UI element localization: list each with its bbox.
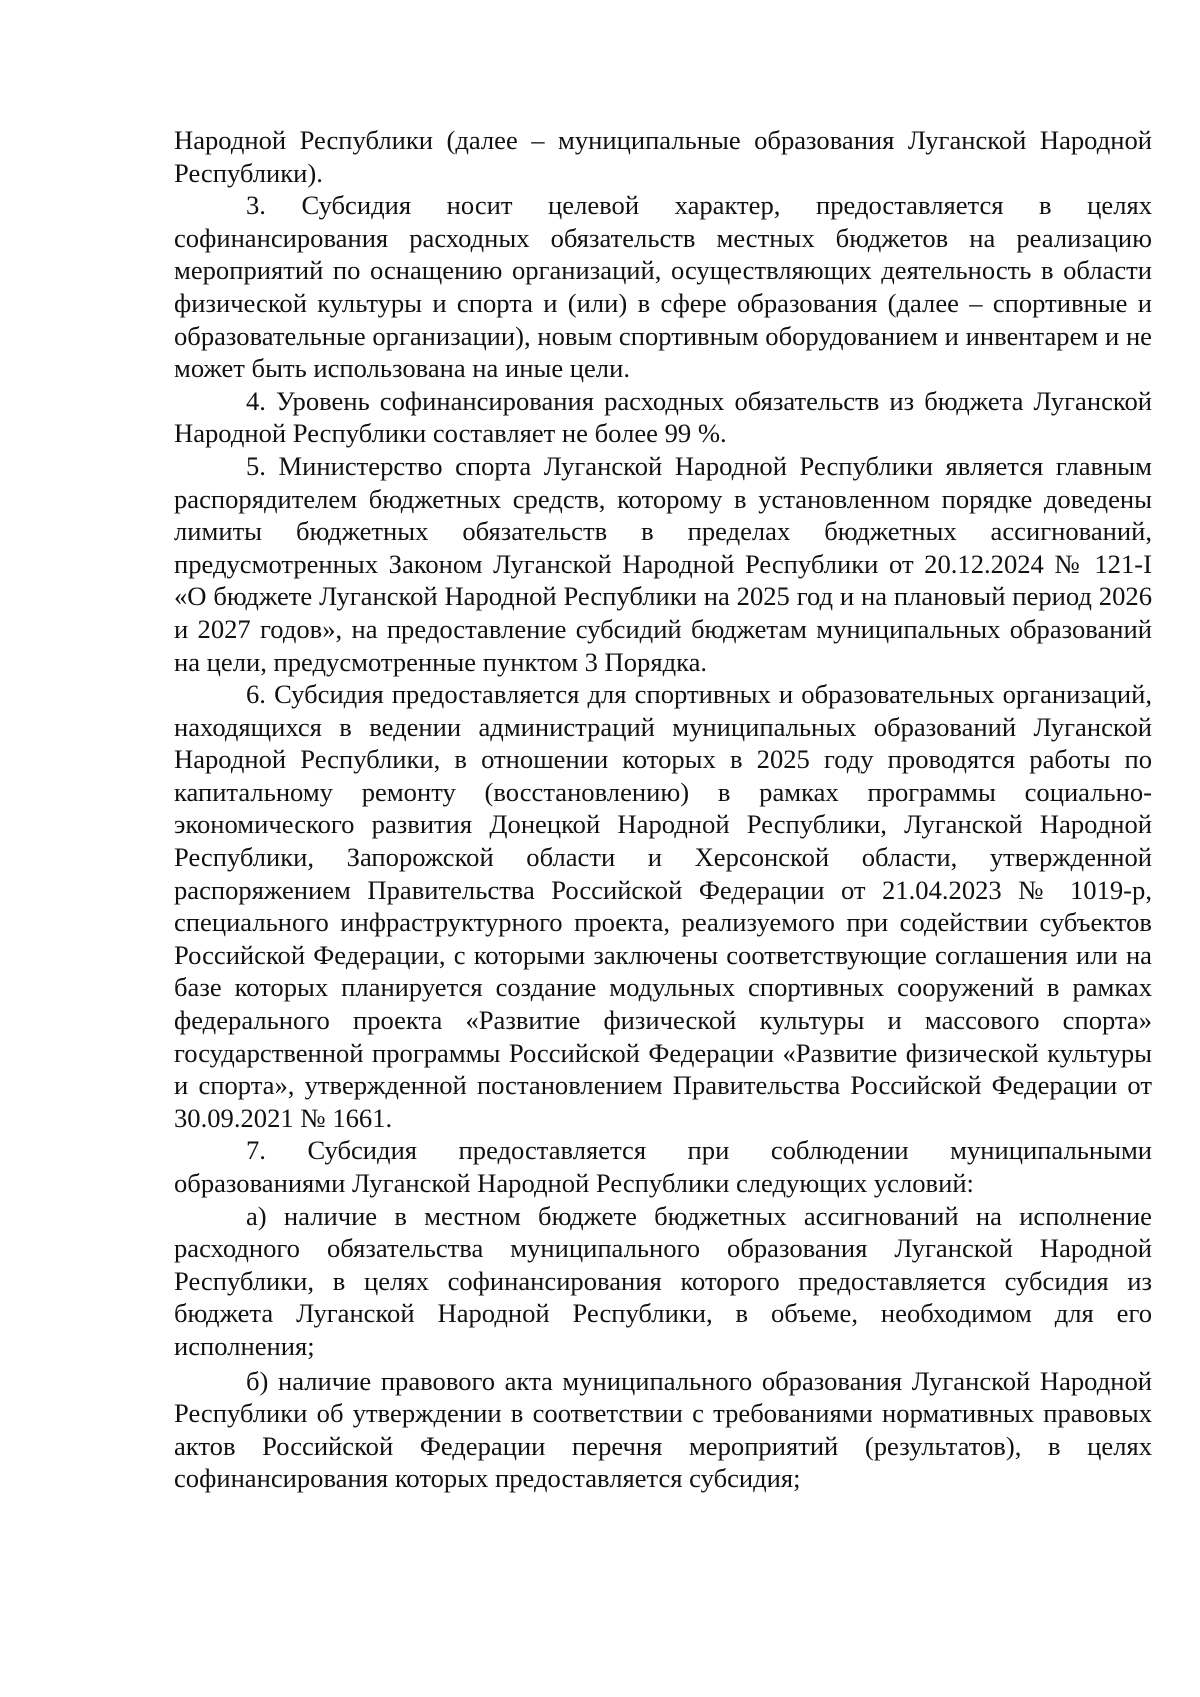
paragraph-item-5: 5. Министерство спорта Луганской Народной Республики является главным распорядителем бюджетных средств, которому в установленном порядке доведены лимиты бюджетных обязательств в пределах бюджетных ассигнований, предусмотренных Законом Луганской Народной Республики от 20.12.2024 № 121-I «О бюджете Луганской Народной Республики на 2025 год и на плановый период 2026 и 2027 годов», на предоставление субсидий бюджетам муниципальных образований на цели, предусмотренные пунктом 3 Порядка. [174,450,1152,677]
paragraph-subitem-a: а) наличие в местном бюджете бюджетных ассигнований на исполнение расходного обязательства муниципального образования Луганской Народной Республики, в целях софинансирования которого предоставляется субсидия из бюджета Луганской Народной Республики, в объеме, необходимом для его исполнения; [174,1200,1152,1361]
paragraph-item-3: 3. Субсидия носит целевой характер, предоставляется в целях софинансирования расходных обязательств местных бюджетов на реализацию мероприятий по оснащению организаций, осуществляющих деятельность в области физической культуры и спорта и (или) в сфере образования (далее – спортивные и образовательные организации), новым спортивным оборудованием и инвентарем и не может быть использована на иные цели. [174,190,1152,384]
document-page [174,124,1152,1495]
paragraph-item-7: 7. Субсидия предоставляется при соблюдении муниципальными образованиями Луганской Народной Республики следующих условий: [174,1135,1152,1198]
paragraph-item-4: 4. Уровень софинансирования расходных обязательств из бюджета Луганской Народной Республики составляет не более 99 %. [174,385,1152,449]
paragraph-item-6: 6. Субсидия предоставляется для спортивных и образовательных организаций, находящихся в ведении администраций муниципальных образований Луганской Народной Республики, в отношении которых в 2025 году проводятся работы по капитальному ремонту (восстановлению) в рамках программы социально-экономического развития Донецкой Народной Республики, Луганской Народной Республики, Запорожской области и Херсонской области, утвержденной распоряжением Правительства Российской Федерации от 21.04.2023 № 1019-р, специального инфраструктурного проекта, реализуемого при содействии субъектов Российской Федерации, с которыми заключены соответствующие соглашения или на базе которых планируется создание модульных спортивных сооружений в рамках федерального проекта «Развитие физической культуры и массового спорта» государственной программы Российской Федерации «Развитие физической культуры и спорта», утвержденной постановлением Правительства Российской Федерации от 30.09.2021 № 1661. [174,679,1152,1133]
paragraph-subitem-b: б) наличие правового акта муниципального образования Луганской Народной Республики об утверждении в соответствии с требованиями нормативных правовых актов Российской Федерации перечня мероприятий (результатов), в целях софинансирования которых предоставляется субсидия; [174,1365,1152,1494]
paragraph-continuation: Народной Республики (далее – муниципальные образования Луганской Народной Республики). [174,125,1152,188]
